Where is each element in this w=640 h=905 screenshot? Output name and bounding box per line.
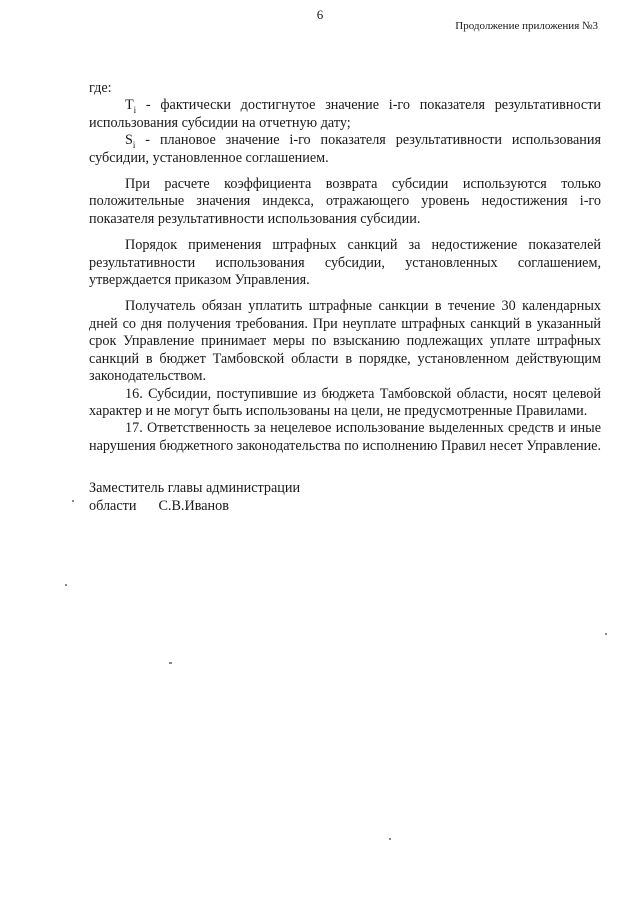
paragraph-recipient: Получатель обязан уплатить штрафные санкции в течение 30 календарных дней со дня получения требования. При неуплате штрафных санкций в указанный срок Управление принимает меры по взысканию подлежащих уплате штрафных санкций в бюджет Тамбовской области в порядке, установленном действующим законодательством. bbox=[89, 298, 601, 385]
scan-speck bbox=[169, 662, 172, 664]
page-number: 6 bbox=[316, 7, 324, 22]
t-symbol: T bbox=[125, 97, 134, 114]
paragraph-coefficient: При расчете коэффициента возврата субсидии используются только положительные значения индекса, отражающего уровень недостижения i-го показателя результативности использования субсидии. bbox=[89, 176, 601, 227]
signature-title-line1: Заместитель главы администрации bbox=[89, 480, 301, 496]
signature-title-line2 bbox=[89, 497, 300, 515]
continuation-note: Продолжение приложения №3 bbox=[455, 20, 598, 32]
scan-speck bbox=[605, 633, 607, 635]
scan-speck bbox=[72, 500, 74, 502]
s-subscript: i bbox=[132, 140, 136, 151]
scan-speck bbox=[389, 838, 391, 840]
paragraph-17: 17. Ответственность за нецелевое использование выделенных средств и иные нарушения бюджетного законодательства по исполнению Правил несет Управление. bbox=[89, 420, 602, 454]
where-label: где: bbox=[89, 80, 112, 96]
definition-s bbox=[89, 132, 601, 167]
signature-region: области bbox=[89, 498, 137, 514]
document-body bbox=[89, 80, 601, 455]
signature-name: С.В.Иванов bbox=[158, 498, 229, 514]
t-subscript: i bbox=[133, 105, 137, 116]
scan-speck bbox=[65, 584, 67, 586]
paragraph-16: 16. Субсидии, поступившие из бюджета Тамбовской области, носят целевой характер и не могут быть использованы на цели, не предусмотренные Правилами. bbox=[89, 385, 601, 419]
paragraph-procedure: Порядок применения штрафных санкций за недостижение показателей результативности использования субсидии, установленных соглашением, утверждается приказом Управления. bbox=[89, 237, 601, 289]
s-definition: - плановое значение i-го показателя результативности использования субсидии, установленное соглашением. bbox=[89, 132, 601, 166]
t-definition: - фактически достигнутое значение i-го показателя результативности использования субсидии на отчетную дату; bbox=[89, 97, 601, 131]
s-symbol: S bbox=[125, 132, 133, 149]
definition-t bbox=[89, 97, 601, 132]
signature-block bbox=[89, 479, 300, 515]
